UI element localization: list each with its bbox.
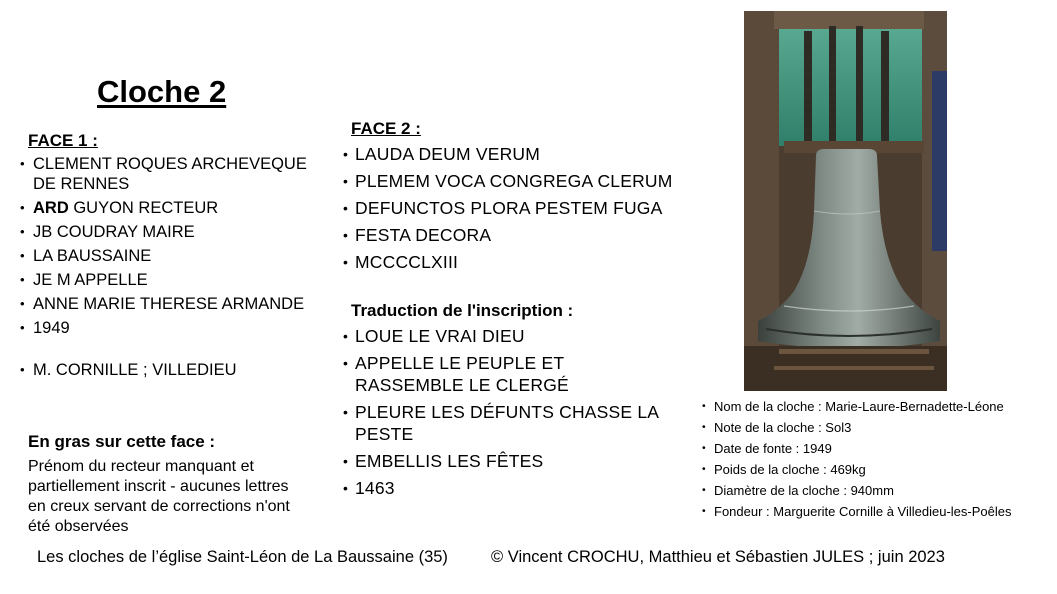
list-item: • ARD GUYON RECTEUR — [20, 198, 310, 218]
fact-weight: • Poids de la cloche : 469kg — [702, 462, 1047, 478]
face-2-section — [343, 119, 673, 504]
list-item: • JE M APPELLE — [20, 270, 310, 290]
translation-list — [343, 325, 673, 499]
list-item: • FESTA DECORA — [343, 224, 673, 246]
list-item: • APPELLE LE PEUPLE ET RASSEMBLE LE CLERGÉ — [343, 352, 673, 396]
list-item: • PLEURE LES DÉFUNTS CHASSE LA PESTE — [343, 401, 673, 445]
list-item: • JB COUDRAY MAIRE — [20, 222, 310, 242]
footer-left: Les cloches de l’église Saint-Léon de La Baussaine (35) — [37, 548, 448, 566]
face-1-section — [20, 131, 310, 384]
list-item: • LA BAUSSAINE — [20, 246, 310, 266]
list-item: • PLEMEM VOCA CONGREGA CLERUM — [343, 170, 673, 192]
fact-date: • Date de fonte : 1949 — [702, 441, 1047, 457]
face-2-heading: FACE 2 : — [351, 119, 421, 138]
face-1-list — [20, 154, 310, 380]
fact-diameter: • Diamètre de la cloche : 940mm — [702, 483, 1047, 499]
list-item: • 1463 — [343, 477, 673, 499]
list-item: • LAUDA DEUM VERUM — [343, 143, 673, 165]
fact-founder: • Fondeur : Marguerite Cornille à Villedieu-les-Poêles — [702, 504, 1047, 520]
page-title: Cloche 2 — [97, 74, 227, 109]
list-item: • CLEMENT ROQUES ARCHEVEQUE DE RENNES — [20, 154, 310, 194]
face-1-heading: FACE 1 : — [28, 131, 98, 150]
footer-right: © Vincent CROCHU, Matthieu et Sébastien JULES ; juin 2023 — [491, 548, 945, 566]
list-item: • MCCCCLXIII — [343, 251, 673, 273]
list-item: • LOUE LE VRAI DIEU — [343, 325, 673, 347]
note-heading: En gras sur cette face : — [28, 432, 216, 451]
list-item: • DEFUNCTOS PLORA PESTEM FUGA — [343, 197, 673, 219]
bell-photo — [744, 11, 947, 391]
fact-note: • Note de la cloche : Sol3 — [702, 420, 1047, 436]
fact-name: • Nom de la cloche : Marie-Laure-Bernadette-Léone — [702, 399, 1047, 415]
face-2-list — [343, 143, 673, 273]
list-item: • ANNE MARIE THERESE ARMANDE — [20, 294, 310, 314]
list-item: • M. CORNILLE ; VILLEDIEU — [20, 360, 310, 380]
note-text: Prénom du recteur manquant et partiellement inscrit - aucunes lettres en creux servant de corrections n'ont été observées — [28, 458, 290, 535]
bell-facts — [702, 399, 1047, 525]
list-item: • 1949 — [20, 318, 310, 338]
translation-heading: Traduction de l'inscription : — [351, 301, 574, 320]
list-item: • EMBELLIS LES FÊTES — [343, 450, 673, 472]
